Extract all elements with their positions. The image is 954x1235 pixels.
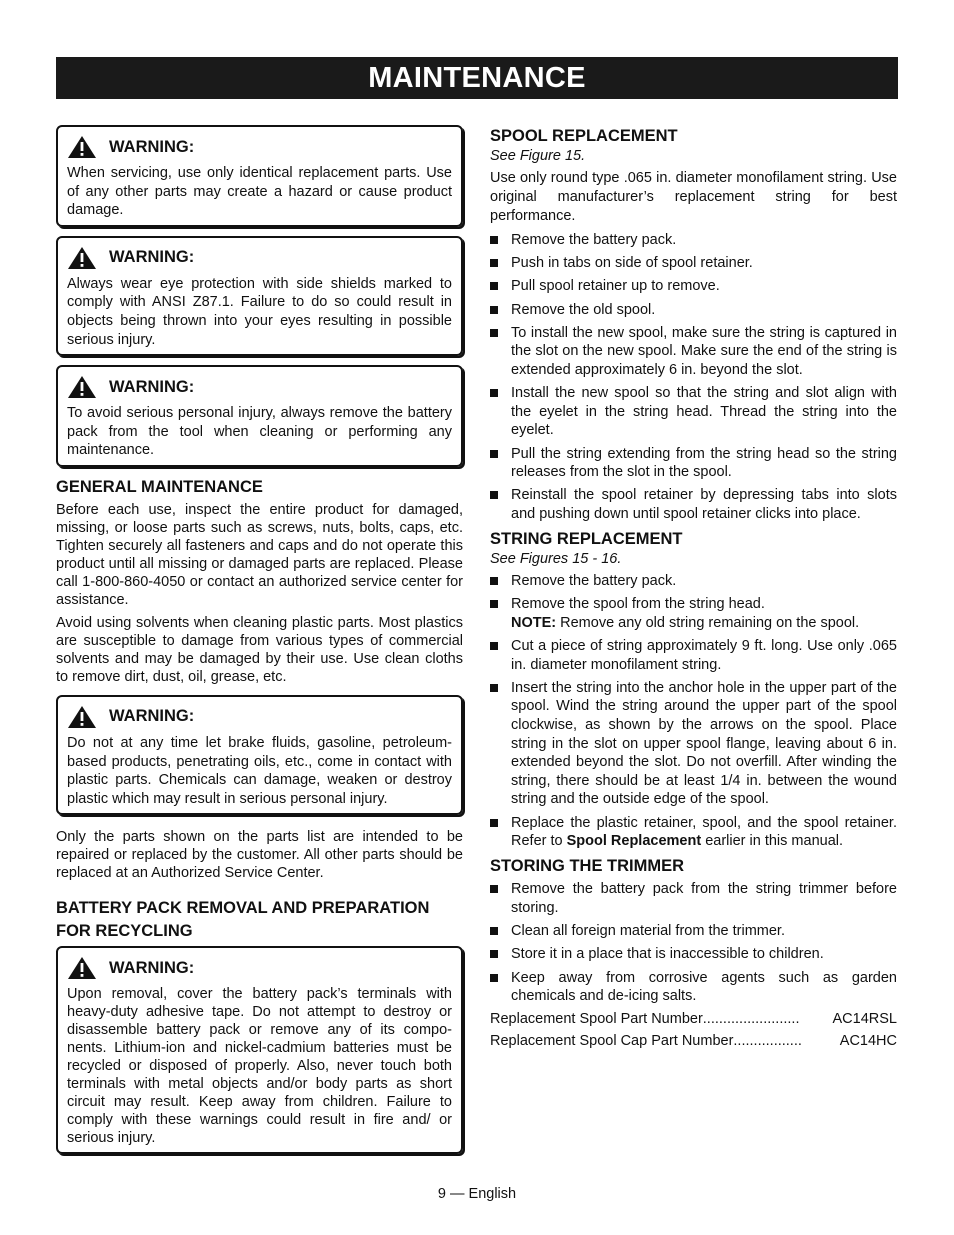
warning-label: WARNING: [109,958,195,977]
list-item: Remove the battery pack from the string trimmer before storing. [490,880,897,917]
figure-reference: See Figure 15. [490,148,586,164]
warning-triangle-icon [67,375,97,399]
list-item: Keep away from corrosive agents such as garden chemicals and de-icing salts. [490,969,897,1006]
warning-text: Do not at any time let brake fluids, gasoline, petroleum-based products, penetrating oils, etc., come in contact with plastic parts. Chemicals can damage, weaken or destroy plastic which may result in serious personal injury. [67,734,452,807]
list-item: Pull spool retainer up to remove. [490,277,897,296]
cross-reference: Spool Replacement [566,833,702,850]
left-column [56,125,463,1163]
list-item: Insert the string into the anchor hole in the upper part of the spool. Wind the string around the upper part of the spool clockwise, as shown by the arrows on the spool. Place string in the slot on upper spool flange, leaving about 6 in. extended beyond the slot. Do not overfill. After winding the string, there should be at least 1/4 in. between the wound string and the outside edge of the spool. [490,679,897,809]
part-label: Replacement Spool Cap Part Number [490,1033,734,1050]
page-footer: 9 — English [437,1186,517,1202]
warning-label: WARNING: [109,137,195,156]
right-column [490,125,897,1054]
spool-cap-part-number-line [490,1032,897,1050]
warning-box-eye-protection [56,236,463,356]
warning-label: WARNING: [109,707,195,726]
figure-reference: See Figures 15 - 16. [490,551,622,568]
parts-list-paragraph: Only the parts shown on the parts list are intended to be repaired or replaced by the customer. All other parts should be replaced at an Authorized Service Center. [56,829,463,882]
warning-box-battery-disposal [56,946,463,1154]
list-item: Pull the string extending from the string head so the string releases from the slot in the spool. [490,445,897,482]
warning-box-remove-battery [56,365,463,467]
string-steps-list [490,572,897,851]
string-replacement-heading: STRING REPLACEMENT [490,530,683,549]
spool-replacement-heading: SPOOL REPLACEMENT [490,127,678,145]
note-line [511,614,897,633]
warning-triangle-icon [67,135,97,159]
leader-dots: ................. [733,1033,802,1050]
part-label: Replacement Spool Part Number [490,1011,703,1028]
list-item [490,814,897,851]
list-item-text: earlier in this manual. [701,833,844,850]
list-item: Reinstall the spool retainer by depressing tabs into slots and pushing down until spool retainer clicks into place. [490,486,897,523]
spool-intro-paragraph: Use only round type .065 in. diameter monofilament string. Use original manufacturer’s replacement string for best performance. [490,170,897,224]
list-item [490,595,897,632]
list-item: Install the new spool so that the string and slot align with the eyelet in the string head. Thread the string into the eyelet. [490,384,897,440]
warning-box-chemicals [56,695,463,815]
list-item: Clean all foreign material from the trimmer. [490,922,897,941]
general-maintenance-heading: GENERAL MAINTENANCE [56,477,263,496]
list-item: Cut a piece of string approximately 9 ft. long. Use only .065 in. diameter monofilament string. [490,637,897,674]
warning-label: WARNING: [109,248,195,267]
solvents-paragraph: Avoid using solvents when cleaning plastic parts. Most plastics are susceptible to damage from various types of commercial solvents and may be damaged by their use. Use clean cloths to remove dirt, dust, oil, grease, etc. [56,614,463,685]
list-item: Remove the battery pack. [490,231,897,250]
note-label: NOTE: [511,614,557,631]
warning-triangle-icon [67,705,97,729]
warning-text: To avoid serious personal injury, always remove the battery pack from the tool when cleaning or performing any maintenance. [67,405,452,459]
page-title: MAINTENANCE [56,57,898,99]
list-item: To install the new spool, make sure the string is captured in the slot on the new spool. Make sure the end of the string is extended approximately 6 in. beyond the slot. [490,324,897,380]
warning-text: Always wear eye protection with side shields marked to comply with ANSI Z87.1. Failure to do so could result in objects being thrown into your eyes resulting in possible serious injury. [67,275,452,348]
list-item: Push in tabs on side of spool retainer. [490,254,897,273]
part-number: AC14HC [839,1033,897,1050]
storing-trimmer-heading: STORING THE TRIMMER [490,857,685,876]
general-maintenance-paragraph: Before each use, inspect the entire product for damaged, missing, or loose parts such as screws, nuts, bolts, caps, etc. Tighten securely all fasteners and caps and do not operate this product until all missing or damaged parts are replaced. Please call 1-800-860-4050 or contact an authorized service center for assistance. [56,501,463,608]
warning-label: WARNING: [109,377,195,396]
part-number: AC14RSL [832,1011,897,1028]
note-text: Remove any old string remaining on the spool. [556,614,860,631]
spool-part-number-line [490,1010,897,1028]
warning-text: Upon removal, cover the battery pack’s terminals with heavy-duty adhesive tape. Do not attempt to destroy or disassemble battery pack or remove any of its compo-nents. Lithium-ion and nickel-cadmium batteries must be recycled or disposed of properly. Also, never touch both terminals with metal objects and/or body parts as short circuit may result. Keep away from children. Failure to comply with these warnings could result in fire and/ or serious injury. [67,986,452,1147]
battery-recycling-heading: BATTERY PACK REMOVAL AND PREPARATION FOR RECYCLING [56,899,430,941]
list-item-text: Remove the spool from the string head. [511,596,765,613]
leader-dots: ........................ [702,1011,800,1028]
warning-triangle-icon [67,246,97,270]
list-item-text: Replace the plastic retainer, spool, and the spool retainer. Refer to [511,814,897,850]
list-item: Remove the old spool. [490,301,897,320]
storing-steps-list [490,880,897,1005]
warning-text: When servicing, use only identical replacement parts. Use of any other parts may create a hazard or cause product damage. [67,165,452,219]
list-item: Store it in a place that is inaccessible to children. [490,945,897,964]
warning-triangle-icon [67,956,97,980]
list-item: Remove the battery pack. [490,572,897,591]
spool-steps-list [490,231,897,523]
warning-box-replacement-parts [56,125,463,227]
